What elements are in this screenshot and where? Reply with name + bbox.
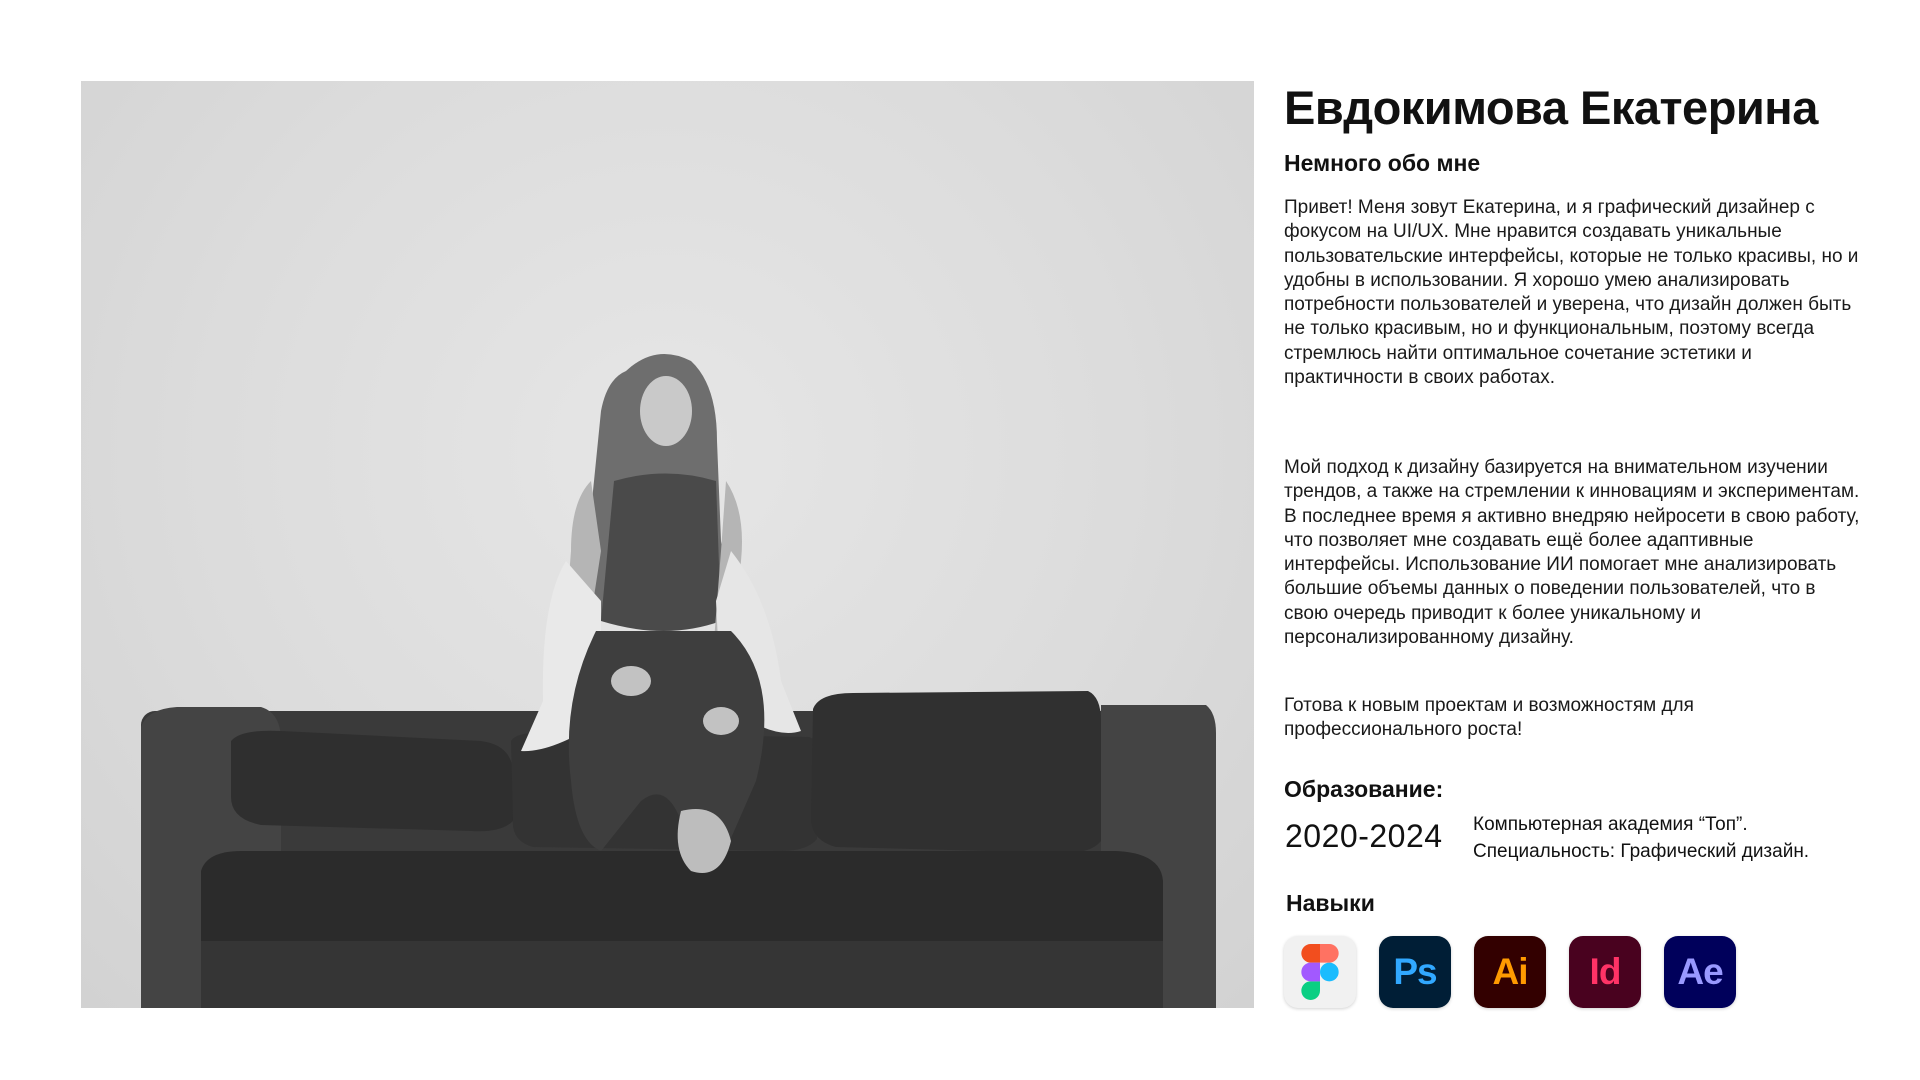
sofa-seat [201,851,1163,951]
sofa-cushion-left [231,731,513,832]
sofa-front [201,941,1163,1008]
education-institution: Компьютерная академия “Топ”. [1473,814,1748,835]
about-paragraph-2: Мой подход к дизайну базируется на внимательном изучении трендов, а также на стремлении к инновациям и экспериментам. В последнее время я активно внедряю нейросети в свою работу, что позволяет мне создавать ещё более адаптивные интерфейсы. Использование ИИ помогает мне анализировать большие объемы данных о поведении пользователей, что в свою очередь приводит к более уникальному и персонализированному дизайну. [1284,457,1860,649]
illustrator-icon [1474,936,1546,1008]
education-heading: Образование: [1284,776,1444,802]
profile-name: Евдокимова Екатерина [1284,81,1818,134]
portrait-photo [81,81,1254,1008]
face [640,376,692,446]
photoshop-icon [1379,936,1451,1008]
after-effects-label: Ae [1677,951,1723,992]
education-years: 2020-2024 [1285,818,1443,854]
indesign-label: Id [1589,951,1621,992]
left-hand [611,666,651,696]
portrait-illustration [81,81,1254,1008]
photoshop-label: Ps [1393,951,1437,992]
skills-heading: Навыки [1286,890,1375,916]
illustrator-label: Ai [1492,951,1528,992]
about-heading: Немного обо мне [1284,150,1481,176]
after-effects-icon [1664,936,1736,1008]
about-paragraph-3: Готова к новым проектам и возможностям для профессионального роста! [1284,695,1694,741]
figma-icon [1284,936,1356,1008]
indesign-icon [1569,936,1641,1008]
skills-list [1284,936,1736,1008]
tank-top [601,474,721,632]
right-hand [703,707,739,735]
figma-logo [1301,944,1339,1000]
education-specialty: Специальность: Графический дизайн. [1473,841,1810,862]
about-paragraph-1: Привет! Меня зовут Екатерина, и я графический дизайнер с фокусом на UI/UX. Мне нравится создавать уникальные пользовательские интерфейсы, которые не только красивы, но и удобны в использовании. Я хорошо умею анализировать потребности пользователей и уверена, что дизайн должен быть не только красивым, но и функциональным, поэтому всегда стремлюсь найти оптимальное сочетание эстетики и практичности в своих работах. [1284,197,1859,389]
sofa-cushion-right [811,691,1101,853]
education-description [1473,811,1809,865]
